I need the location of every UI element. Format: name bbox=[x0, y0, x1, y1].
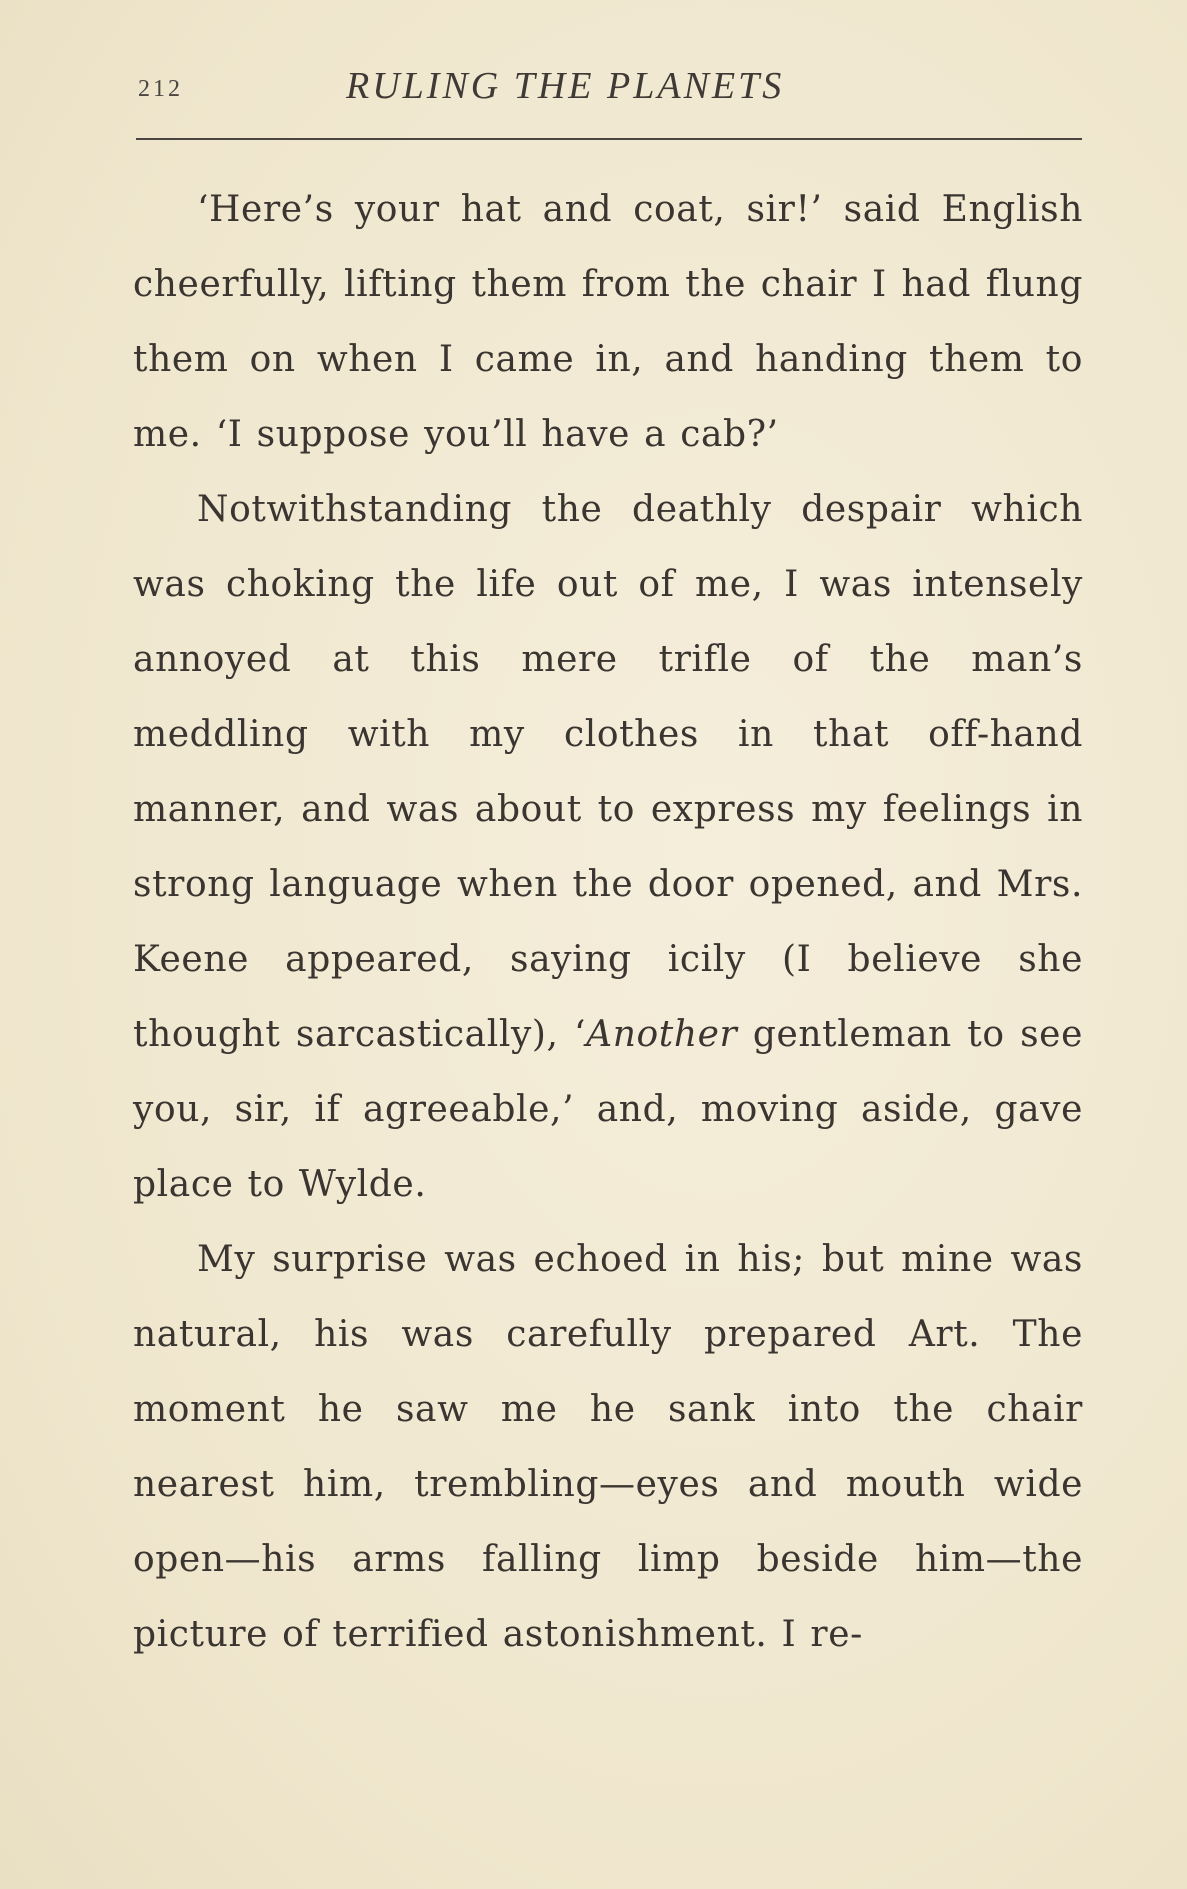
paragraph-text: Notwithstanding the deathly despair which was choking the life out of me, I was intensely annoyed at this mere trifle of the man’s meddling with my clothes in that off-hand manner, and was about to express my feelings in strong language when the door opened, and Mrs. Keene appeared, saying icily (I believe she thought sarcastically), ‘ bbox=[133, 489, 1083, 1055]
paragraph bbox=[133, 172, 1083, 472]
emphasized-word: Another bbox=[586, 1014, 738, 1055]
paragraph-text: ‘Here’s your hat and coat, sir!’ said English cheerfully, lifting them from the chair I had flung them on when I came in, and handing them to me. ‘I suppose you’ll have a cab?’ bbox=[133, 189, 1083, 455]
paragraph-text: gentleman to see you, sir, if agreeable,’ and, moving aside, gave place to Wylde. bbox=[133, 1014, 1083, 1205]
paragraph bbox=[133, 1222, 1083, 1672]
page-number: 212 bbox=[138, 76, 183, 102]
header-rule bbox=[136, 138, 1082, 140]
page-header bbox=[136, 64, 1082, 112]
running-head: RULING THE PLANETS bbox=[346, 65, 785, 107]
body-text bbox=[133, 172, 1083, 1672]
paragraph bbox=[133, 472, 1083, 1222]
paragraph-text: My surprise was echoed in his; but mine was natural, his was carefully prepared Art. The moment he saw me he sank into the chair nearest him, trembling—eyes and mouth wide open—his arms falling limp beside him—the picture of terrified astonishment. I re- bbox=[133, 1239, 1083, 1655]
